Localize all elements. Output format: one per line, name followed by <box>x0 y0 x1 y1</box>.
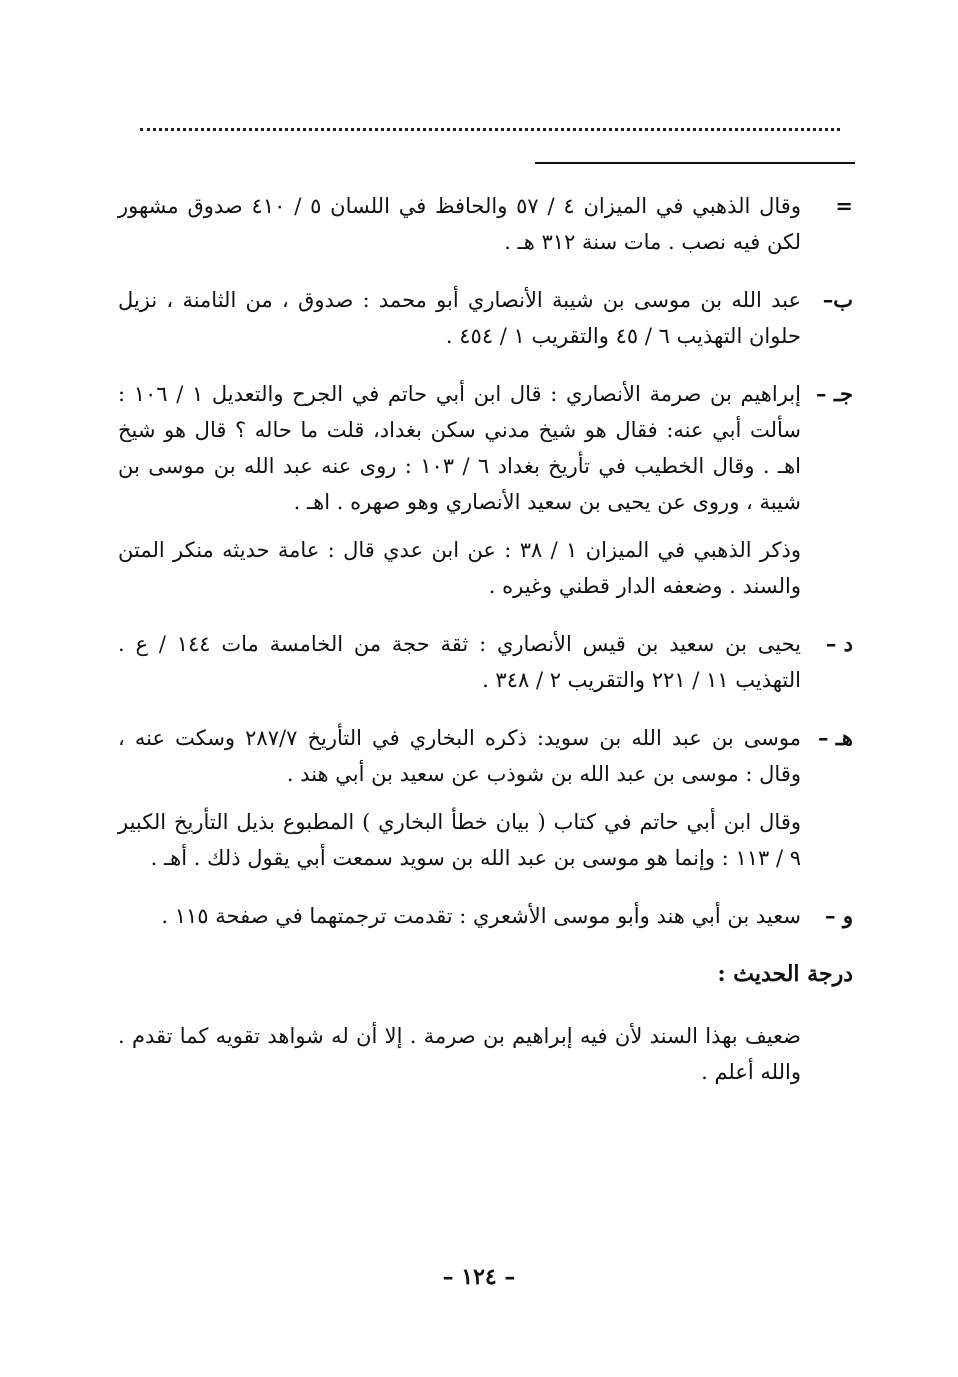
entry-marker: د – <box>825 631 853 656</box>
entry-paragraph: سعيد بن أبي هند وأبو موسى الأشعري : تقدمت ترجمتهما في صفحة ١١٥ . <box>161 904 801 928</box>
entry-marker: ب– <box>822 287 853 312</box>
entry-marker: و – <box>825 903 853 928</box>
page-number: – ١٢٤ – <box>442 1264 516 1290</box>
entry-marker: هـ – <box>817 725 853 750</box>
entry-marker: = <box>835 193 853 218</box>
entry-body <box>118 282 801 354</box>
entry-paragraph: وقال ابن أبي حاتم في كتاب ( بيان خطأ البخاري ) المطبوع بذيل التأريخ الكبير ٩ / ١١٣ : وإنما هو موسى بن عبد الله بن سويد سمعت أبي يقول ذلك . أهـ . <box>118 810 801 870</box>
entry-body <box>118 188 801 260</box>
entry-j <box>118 376 853 604</box>
hadith-grade-conclusion <box>118 1018 853 1090</box>
page-content <box>118 188 853 1090</box>
entry-continuation <box>118 188 853 260</box>
entry-body <box>118 898 801 934</box>
hadith-grade-heading: درجة الحديث : <box>717 961 853 987</box>
entry-body <box>118 376 801 604</box>
entry-paragraph: يحيى بن سعيد بن قيس الأنصاري : ثقة حجة من الخامسة مات ١٤٤ / ع . التهذيب ١١ / ٢٢١ والتقريب ٢ / ٣٤٨ . <box>118 632 802 692</box>
entry-paragraph: وذكر الذهبي في الميزان ١ / ٣٨ : عن ابن عدي قال : عامة حديثه منكر المتن والسند . وضعفه الدار قطني وغيره . <box>118 538 801 598</box>
entry-body <box>118 626 801 698</box>
entry-d <box>118 626 853 698</box>
entry-paragraph: إبراهيم بن صرمة الأنصاري : قال ابن أبي حاتم في الجرح والتعديل ١ / ١٠٦ : سألت أبي عنه: فقال هو شيخ مدني سكن بغداد، قلت ما حاله ؟ قال هو شيخ اهـ . وقال الخطيب في تأريخ بغداد ٦ / ١٠٣ : روى عنه عبد الله بن موسى بن شيبة ، وروى عن يحيى بن سعيد الأنصاري وهو صهره . اهـ . <box>118 382 801 514</box>
entry-paragraph: موسى بن عبد الله بن سويد: ذكره البخاري في التأريخ ٢٨٧/٧ وسكت عنه ، وقال : موسى بن عبد الله بن شوذب عن سعيد بن أبي هند . <box>118 726 801 786</box>
entry-paragraph: عبد الله بن موسى بن شيبة الأنصاري أبو محمد : صدوق ، من الثامنة ، نزيل حلوان التهذيب ٦ / ٤٥ والتقريب ١ / ٤٥٤ . <box>118 288 801 348</box>
entry-w <box>118 898 853 934</box>
conclusion-text: ضعيف بهذا السند لأن فيه إبراهيم بن صرمة . إلا أن له شواهد تقويه كما تقدم . والله أعلم . <box>118 1024 801 1084</box>
entry-b <box>118 282 853 354</box>
entry-h <box>118 720 853 876</box>
entry-paragraph: وقال الذهبي في الميزان ٤ / ٥٧ والحافظ في اللسان ٥ / ٤١٠ صدوق مشهور لكن فيه نصب . مات سنة ٣١٢ هـ . <box>118 194 801 254</box>
entry-body <box>118 720 801 876</box>
top-dotted-separator <box>140 128 840 141</box>
footnote-separator-line <box>535 162 855 164</box>
entry-marker: جـ – <box>816 381 853 406</box>
